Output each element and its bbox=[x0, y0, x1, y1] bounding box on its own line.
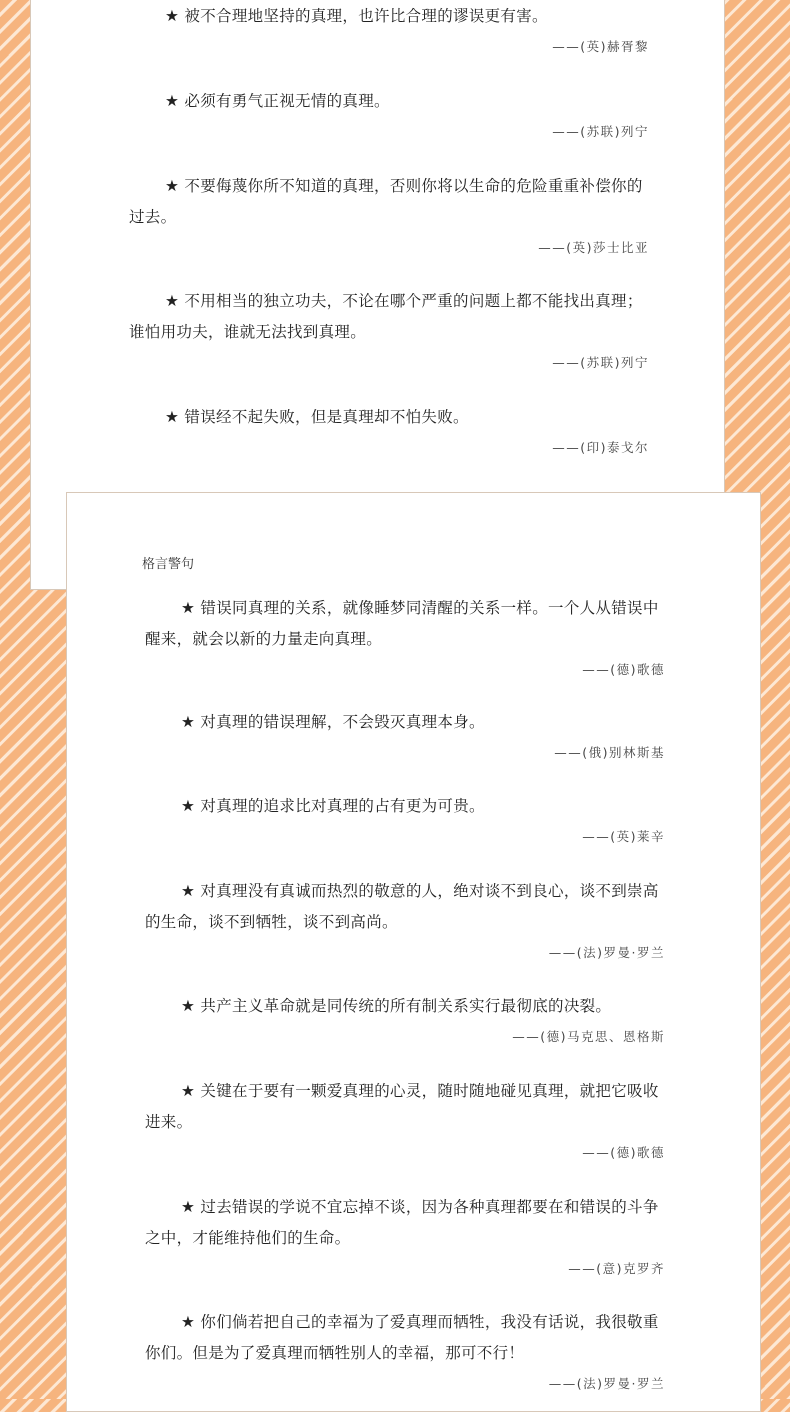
page-header-label: 格言警句 bbox=[142, 557, 195, 572]
quote-author: ——(德)歌德 bbox=[582, 1145, 665, 1160]
quote-text: ★ 必须有勇气正视无情的真理。 bbox=[165, 92, 390, 110]
quote-item bbox=[145, 876, 665, 966]
quote-item bbox=[129, 402, 649, 461]
quote-item bbox=[145, 1307, 665, 1397]
quote-item bbox=[145, 593, 665, 683]
quote-author: ——(英)赫胥黎 bbox=[552, 39, 649, 54]
quote-text: ★ 你们倘若把自己的幸福为了爱真理而牺牲，我没有话说，我很敬重你们。但是为了爱真理而牺牲别人的幸福，那可不行！ bbox=[145, 1313, 659, 1362]
quote-author: ——(意)克罗齐 bbox=[568, 1261, 665, 1276]
quote-author: ——(俄)别林斯基 bbox=[554, 745, 665, 760]
quote-text: ★ 共产主义革命就是同传统的所有制关系实行最彻底的决裂。 bbox=[181, 997, 612, 1015]
quote-item bbox=[129, 286, 649, 376]
quote-text: ★ 错误同真理的关系，就像睡梦同清醒的关系一样。一个人从错误中醒来，就会以新的力量走向真理。 bbox=[145, 599, 659, 648]
quote-author: ——(苏联)列宁 bbox=[552, 355, 649, 370]
quote-item bbox=[145, 1192, 665, 1282]
quote-item bbox=[145, 791, 665, 850]
quote-item bbox=[145, 707, 665, 766]
quote-item bbox=[145, 1076, 665, 1166]
quote-author: ——(英)莎士比亚 bbox=[538, 240, 649, 255]
quote-text: ★ 过去错误的学说不宜忘掉不谈，因为各种真理都要在和错误的斗争之中，才能维持他们的生命。 bbox=[145, 1198, 659, 1247]
quote-author: ——(英)莱辛 bbox=[582, 829, 665, 844]
quote-author: ——(德)马克思、恩格斯 bbox=[512, 1029, 665, 1044]
quote-text: ★ 对真理没有真诚而热烈的敬意的人，绝对谈不到良心，谈不到崇高的生命，谈不到牺牲，谈不到高尚。 bbox=[145, 882, 659, 931]
quote-text: ★ 被不合理地坚持的真理，也许比合理的谬误更有害。 bbox=[165, 7, 548, 25]
quote-text: ★ 对真理的追求比对真理的占有更为可贵。 bbox=[181, 797, 485, 815]
quote-text: ★ 对真理的错误理解，不会毁灭真理本身。 bbox=[181, 713, 485, 731]
quote-author: ——(法)罗曼·罗兰 bbox=[548, 945, 665, 960]
quote-author: ——(苏联)列宁 bbox=[552, 124, 649, 139]
quote-author: ——(法)罗曼·罗兰 bbox=[548, 1376, 665, 1391]
quote-text: ★ 关键在于要有一颗爱真理的心灵，随时随地碰见真理，就把它吸收进来。 bbox=[145, 1082, 659, 1131]
quote-item bbox=[129, 171, 649, 261]
quote-text: ★ 不要侮蔑你所不知道的真理，否则你将以生命的危险重重补偿你的过去。 bbox=[129, 177, 643, 226]
quote-author: ——(印)泰戈尔 bbox=[552, 440, 649, 455]
quote-item bbox=[129, 1, 649, 60]
quote-item bbox=[145, 991, 665, 1050]
quote-author: ——(德)歌德 bbox=[582, 662, 665, 677]
front-page bbox=[66, 492, 761, 1412]
quote-text: ★ 不用相当的独立功夫，不论在哪个严重的问题上都不能找出真理；谁怕用功夫，谁就无法找到真理。 bbox=[129, 292, 643, 341]
quote-text: ★ 错误经不起失败，但是真理却不怕失败。 bbox=[165, 408, 469, 426]
quote-item bbox=[129, 86, 649, 145]
